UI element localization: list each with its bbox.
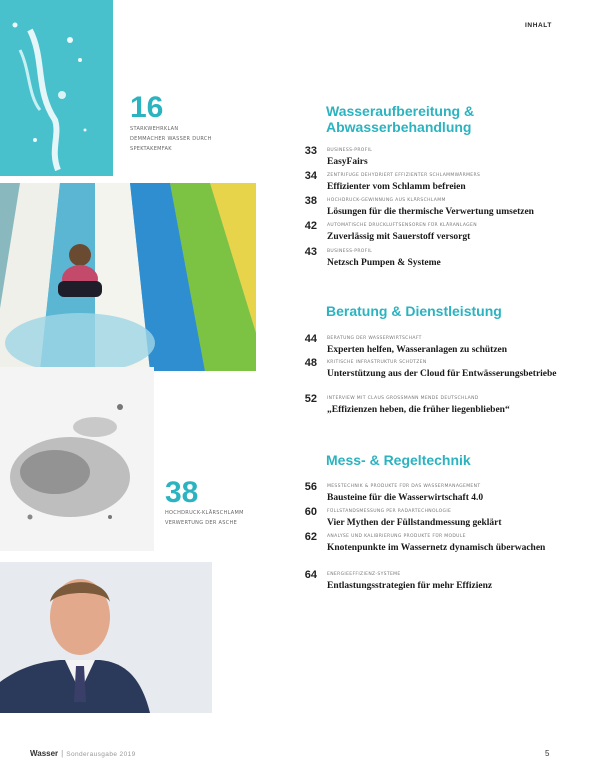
toc-kicker: BUSINESS-PROFIL — [327, 249, 373, 254]
feature-caption-line: STARKWEHRKLAN — [130, 126, 179, 132]
feature-caption-line: SPEKTAKEMFAK — [130, 146, 172, 152]
toc-kicker: AUTOMATISCHE DRUCKLUFTSENSOREN FÜR KLÄRANLAGEN — [327, 223, 477, 228]
toc-page-number: 44 — [304, 333, 317, 345]
toc-page-number: 64 — [304, 569, 317, 581]
toc-page-number: 42 — [304, 220, 317, 232]
toc-page-number: 38 — [304, 195, 317, 207]
footer-separator: | — [61, 749, 64, 758]
water-splash-image — [0, 0, 113, 176]
section-title: Beratung & Dienstleistung — [326, 303, 502, 319]
toc-page-number: 33 — [304, 145, 317, 157]
footer-issue: Sonderausgabe 2019 — [66, 751, 136, 758]
feature-caption-line: DEMMACHER WASSER DURCH — [130, 136, 212, 142]
toc-kicker: BERATUNG DER WASSERWIRTSCHAFT — [327, 336, 422, 341]
section-title: Wasseraufbereitung & Abwasserbehandlung — [326, 103, 475, 135]
toc-page-number: 60 — [304, 506, 317, 518]
toc-title: Bausteine für die Wasserwirtschaft 4.0 — [327, 493, 484, 503]
feature-caption — [165, 508, 244, 528]
section-label: INHALT — [525, 22, 552, 29]
portrait-photo — [0, 562, 212, 713]
water-slide-image — [0, 183, 256, 371]
feature-caption — [130, 124, 212, 154]
feature-page-number: 16 — [130, 91, 164, 124]
toc-kicker: MESSTECHNIK & PRODUKTE FÜR DAS WASSERMANAGEMENT — [327, 484, 481, 489]
toc-page-number: 62 — [304, 531, 317, 543]
toc-page-number: 52 — [304, 393, 317, 405]
ash-powder-image — [0, 367, 154, 551]
toc-kicker: HOCHDRUCK-GEWINNUNG AUS KLÄRSCHLAMM — [327, 198, 446, 203]
footer-publication — [30, 749, 136, 758]
toc-kicker: KRITISCHE INFRASTRUKTUR SCHÜTZEN — [327, 360, 427, 365]
toc-title: Lösungen für die thermische Verwertung umsetzen — [327, 207, 534, 217]
toc-page-number: 48 — [304, 357, 317, 369]
toc-title: Entlastungsstrategien für mehr Effizienz — [327, 581, 493, 591]
feature-caption-line: VERWERTUNG DER ASCHE — [165, 520, 238, 526]
toc-page-number: 43 — [304, 246, 317, 258]
toc-kicker: BUSINESS-PROFIL — [327, 148, 373, 153]
toc-kicker: ANALYSE UND KALIBRIERUNG PRODUKTE FÜR MODULE — [327, 534, 466, 539]
feature-caption-line: HOCHDRUCK-KLÄRSCHLAMM — [165, 510, 244, 516]
toc-title: Vier Mythen der Füllstandmessung geklärt — [327, 518, 502, 528]
toc-page-number: 34 — [304, 170, 317, 182]
toc-title: Effizienter vom Schlamm befreien — [327, 182, 466, 192]
toc-title: „Effizienzen heben, die früher liegenblieben“ — [327, 405, 510, 415]
feature-page-number: 38 — [165, 476, 199, 509]
toc-page-number: 56 — [304, 481, 317, 493]
toc-kicker: ZENTRIFUGE DEHYDRIERT EFFIZIENTER SCHLAMMWÄRMERS — [327, 173, 481, 178]
toc-title: Unterstützung aus der Cloud für Entwässerungsbetriebe — [327, 369, 557, 379]
toc-kicker: INTERVIEW MIT CLAUS GROSSMANN MENDE DEUTSCHLAND — [327, 396, 479, 401]
toc-kicker: ENERGIEEFFIZIENZ-SYSTEME — [327, 572, 401, 577]
toc-title: Zuverlässig mit Sauerstoff versorgt — [327, 232, 471, 242]
toc-title: Knotenpunkte im Wassernetz dynamisch überwachen — [327, 543, 546, 553]
toc-title: Experten helfen, Wasseranlagen zu schützen — [327, 345, 508, 355]
section-title: Mess- & Regeltechnik — [326, 452, 471, 468]
footer-brand: Wasser — [30, 749, 59, 758]
toc-title: Netzsch Pumpen & Systeme — [327, 258, 441, 268]
toc-title: EasyFairs — [327, 157, 368, 167]
footer-page-number: 5 — [545, 749, 550, 758]
toc-kicker: FÜLLSTANDSMESSUNG PER RADARTECHNOLOGIE — [327, 509, 452, 514]
